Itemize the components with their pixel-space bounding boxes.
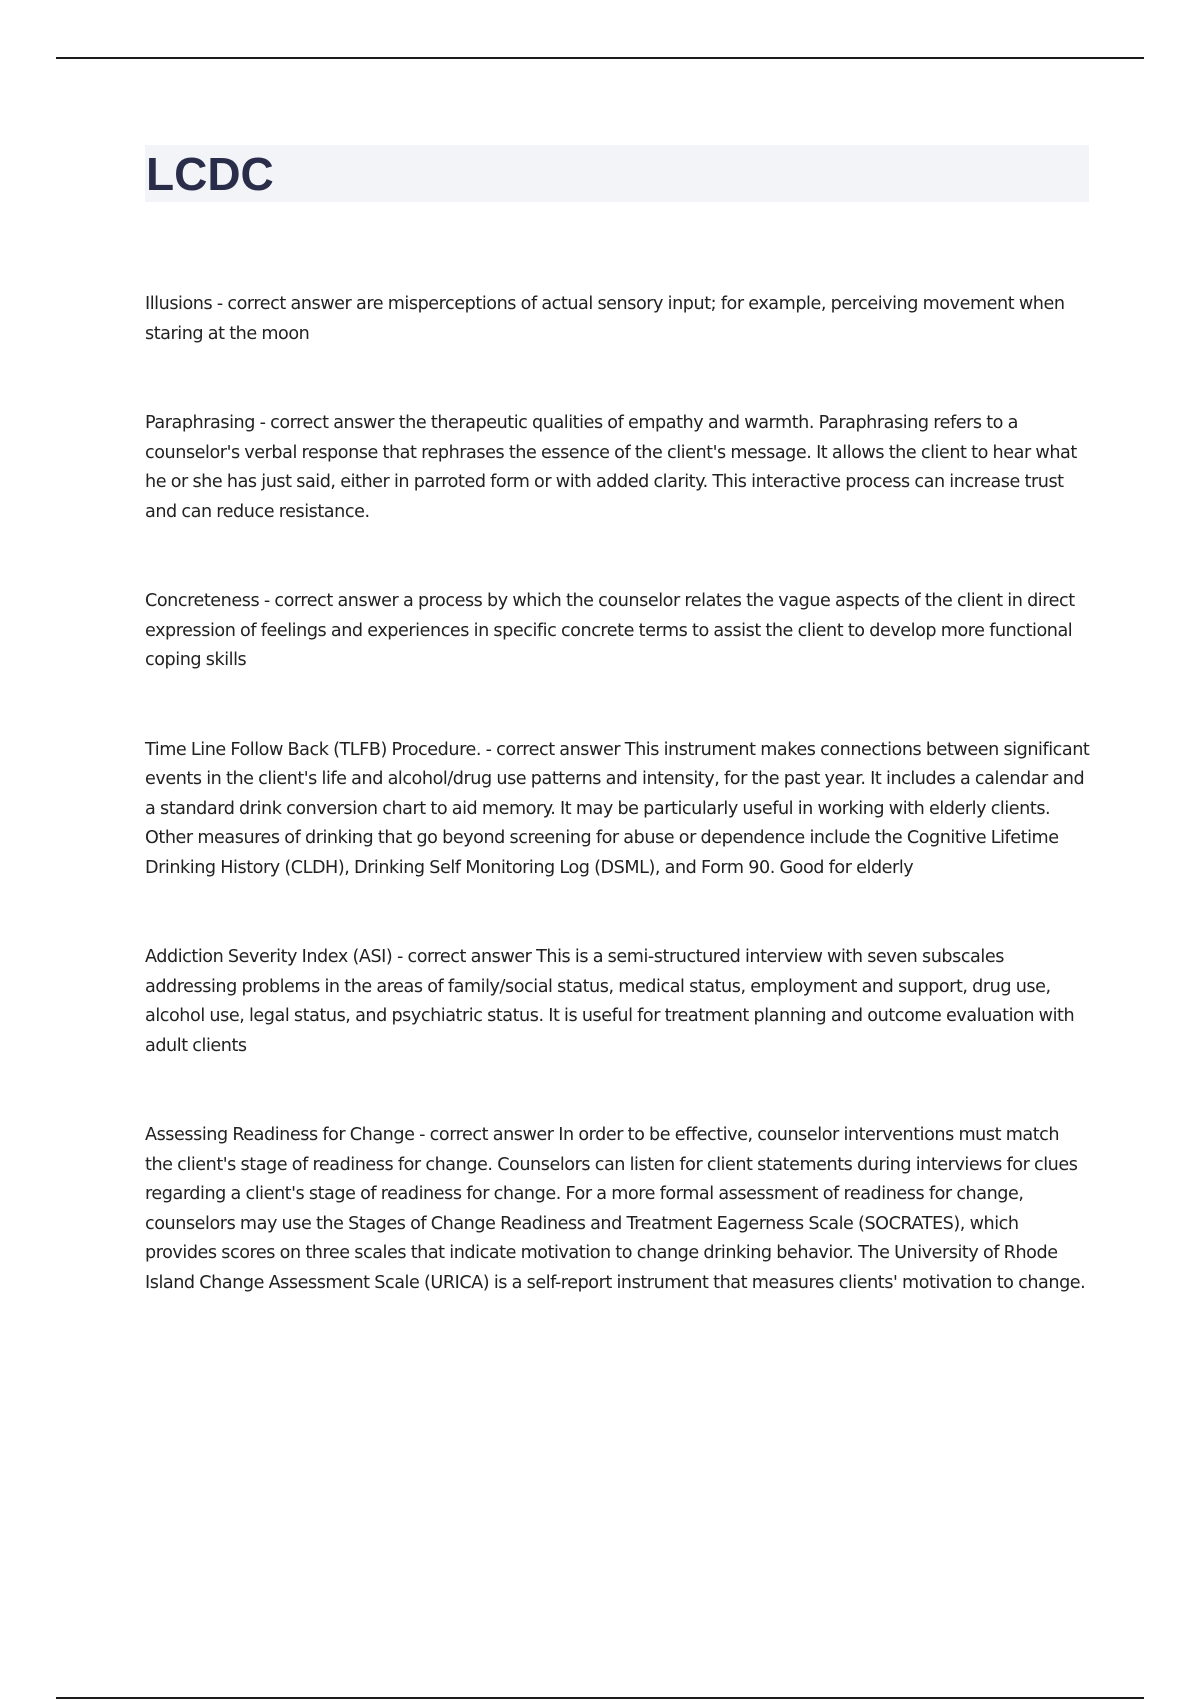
qa-entry [145,290,1090,349]
qa-term: Illusions [145,294,213,314]
qa-entry [145,587,1090,676]
qa-term: Paraphrasing [145,413,255,433]
top-rule [56,57,1144,59]
title-band [145,145,1089,202]
qa-entry [145,409,1090,527]
qa-term: Concreteness [145,591,260,611]
qa-answer: a process by which the counselor relates the vague aspects of the client in direct expression of feelings and experiences in specific concrete terms to assist the client to develop more functional coping skills [145,591,1075,670]
qa-separator: - correct answer [254,413,399,433]
bottom-rule [56,1697,1144,1699]
qa-answer: This instrument makes connections between significant events in the client's life and alcohol/drug use patterns and intensity, for the past year. It includes a calendar and a standard drink conversion chart to aid memory. It may be particularly useful in working with elderly clients. Other measures of drinking that go beyond screening for abuse or dependence include the Cognitive Lifetime Drinking History (CLDH), Drinking Self Monitoring Log (DSML), and Form 90. Good for elderly [145,739,1090,878]
qa-separator: - correct answer [481,739,625,760]
qa-answer: This is a semi-structured interview with seven subscales addressing problems in the areas of family/social status, medical status, employment and support, drug use, alcohol use, legal status, and psychiatric status. It is useful for treatment planning and outcome evaluation with adult clients [145,947,1075,1056]
qa-term: Assessing Readiness for Change [145,1125,415,1145]
document-title: LCDC [146,148,274,200]
qa-answer: In order to be effective, counselor interventions must match the client's stage of readiness for change. Counselors can listen for client statements during interviews for clues regarding a client's stage of readiness for change. For a more formal assessment of readiness for change, counselors may use the Stages of Change Readiness and Treatment Eagerness Scale (SOCRATES), which provides scores on three scales that indicate motivation to change drinking behavior. The University of Rhode Island Change Assessment Scale (URICA) is a self-report instrument that measures clients' motivation to change. [145,1125,1086,1293]
qa-answer: are misperceptions of actual sensory input; for example, perceiving movement when staring at the moon [145,294,1065,344]
qa-separator: - correct answer [414,1125,559,1145]
qa-entry [145,1121,1090,1298]
qa-separator: - correct answer [259,591,403,611]
qa-entry [145,943,1090,1061]
qa-separator: - correct answer [212,294,356,314]
qa-separator: - correct answer [392,947,537,967]
qa-term: Time Line Follow Back (TLFB) Procedure. [145,739,481,760]
qa-entry [145,736,1090,884]
qa-answer: the therapeutic qualities of empathy and warmth. Paraphrasing refers to a counselor's verbal response that rephrases the essence of the client's message. It allows the client to hear what he or she has just said, either in parroted form or with added clarity. This interactive process can increase trust and can reduce resistance. [145,413,1077,522]
qa-term: Addiction Severity Index (ASI) [145,947,393,967]
qa-list [145,290,1090,1358]
